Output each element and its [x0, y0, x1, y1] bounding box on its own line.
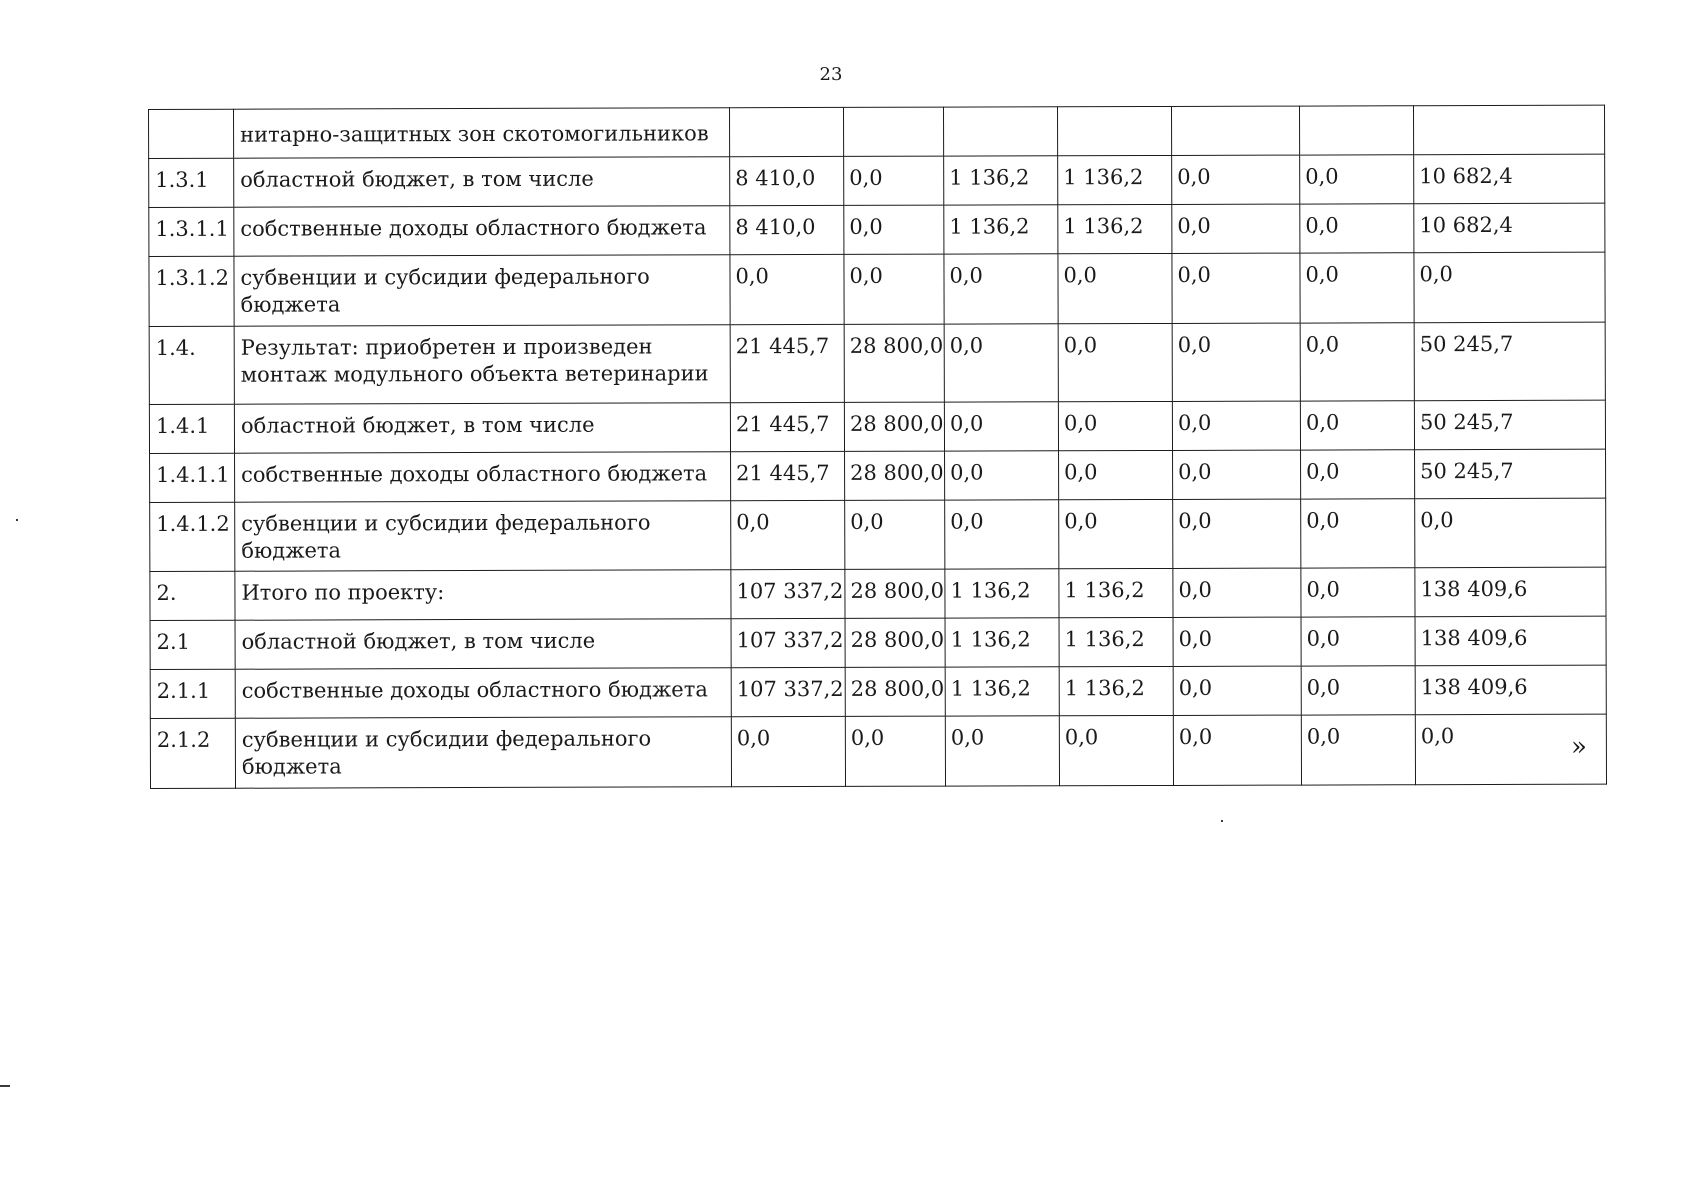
- budget-table: [148, 105, 1607, 789]
- cell-value-total: 138 409,6: [1415, 567, 1606, 617]
- scan-speck: [16, 519, 18, 521]
- cell-row-number: 2.1.2: [150, 718, 235, 788]
- cell-row-number: 1.4.1: [149, 404, 234, 453]
- cell-value-col-6: 0,0: [1300, 155, 1414, 204]
- cell-row-number: 1.3.1: [149, 158, 234, 207]
- table-row: [150, 714, 1606, 788]
- cell-value-total: 50 245,7: [1415, 449, 1606, 499]
- cell-value-col-3: 1 136,2: [944, 205, 1058, 254]
- cell-value-total: 10 682,4: [1414, 154, 1605, 204]
- cell-value-col-6: 0,0: [1301, 498, 1415, 568]
- cell-value-col-5: 0,0: [1173, 499, 1301, 569]
- cell-row-description: областной бюджет, в том числе: [235, 619, 731, 669]
- table-row: [150, 665, 1606, 718]
- cell-value-col-1: 107 337,2: [731, 668, 845, 717]
- cell-value-col-5: 0,0: [1173, 568, 1301, 617]
- cell-row-description: субвенции и субсидии федерального бюджета: [234, 255, 730, 326]
- cell-value-col-1: 8 410,0: [730, 156, 844, 205]
- cell-value-col-6: 0,0: [1301, 617, 1415, 666]
- cell-row-description: собственные доходы областного бюджета: [234, 206, 730, 256]
- scan-margin-mark: [0, 1085, 10, 1087]
- cell-value-col-3: 0,0: [944, 254, 1058, 324]
- cell-row-description: Результат: приобретен и произведен монтаж модульного объекта ветеринарии: [234, 324, 730, 403]
- cell-row-number: 2.1: [150, 620, 235, 669]
- cell-value-col-4: 0,0: [1058, 401, 1172, 450]
- cell-value-col-3: 0,0: [945, 450, 1059, 499]
- cell-value-col-6: 0,0: [1301, 666, 1415, 715]
- cell-value-col-3: 1 136,2: [944, 156, 1058, 205]
- cell-value-col-2: 0,0: [845, 716, 945, 786]
- cell-value-col-6: 0,0: [1300, 204, 1414, 253]
- cell-value-col-4: 0,0: [1059, 499, 1173, 569]
- cell-value-total: 0,0: [1414, 252, 1605, 322]
- cell-value-col-2: 0,0: [844, 156, 944, 205]
- cell-value-col-5: [1171, 106, 1299, 155]
- cell-value-col-1: 21 445,7: [731, 451, 845, 500]
- cell-value-total: 138 409,6: [1415, 616, 1606, 666]
- cell-value-col-6: 0,0: [1301, 715, 1415, 785]
- cell-value-col-4: 0,0: [1059, 716, 1173, 786]
- cell-value-col-5: 0,0: [1172, 155, 1300, 204]
- cell-row-description: Итого по проекту:: [235, 570, 731, 620]
- cell-value-col-2: 28 800,0: [845, 451, 945, 500]
- cell-value-total: 10 682,4: [1414, 203, 1605, 253]
- cell-value-col-6: 0,0: [1300, 322, 1414, 400]
- cell-value-col-6: 0,0: [1301, 568, 1415, 617]
- cell-value-col-1: 0,0: [731, 500, 845, 570]
- cell-row-description: областной бюджет, в том числе: [234, 402, 730, 452]
- cell-row-description: собственные доходы областного бюджета: [235, 668, 731, 718]
- cell-value-col-4: 0,0: [1058, 253, 1172, 323]
- cell-row-number: 2.: [150, 571, 235, 620]
- cell-value-col-5: 0,0: [1173, 666, 1301, 715]
- cell-value-col-4: 1 136,2: [1058, 155, 1172, 204]
- cell-value-col-1: 107 337,2: [731, 619, 845, 668]
- cell-row-description: собственные доходы областного бюджета: [235, 451, 731, 501]
- closing-quote-mark: »: [1571, 732, 1587, 762]
- table-row: [149, 322, 1605, 404]
- cell-value-col-2: 28 800,0: [845, 667, 945, 716]
- cell-row-number: 1.4.: [149, 326, 234, 404]
- cell-value-col-3: 0,0: [944, 401, 1058, 450]
- table-row: [150, 567, 1606, 620]
- cell-value-col-3: 0,0: [945, 499, 1059, 569]
- cell-value-col-4: 0,0: [1058, 323, 1172, 401]
- cell-value-col-1: 21 445,7: [730, 402, 844, 451]
- cell-value-total: 50 245,7: [1414, 322, 1605, 401]
- cell-value-col-1: 8 410,0: [730, 205, 844, 254]
- cell-value-col-1: [729, 107, 843, 156]
- cell-row-number: 2.1.1: [150, 669, 235, 718]
- cell-value-col-5: 0,0: [1173, 715, 1301, 785]
- cell-value-col-6: 0,0: [1300, 253, 1414, 323]
- cell-value-col-2: 28 800,0: [844, 402, 944, 451]
- cell-value-col-5: 0,0: [1172, 401, 1300, 450]
- page-number: 23: [819, 64, 843, 85]
- cell-value-total: 0,0: [1415, 714, 1606, 784]
- cell-value-col-5: 0,0: [1172, 253, 1300, 323]
- table-row: [150, 449, 1606, 502]
- cell-row-number: 1.4.1.2: [150, 502, 235, 572]
- cell-row-description: нитарно-защитных зон скотомогильников: [234, 108, 730, 158]
- cell-value-total: [1413, 105, 1604, 155]
- cell-value-col-4: 1 136,2: [1058, 204, 1172, 253]
- cell-value-total: 50 245,7: [1414, 400, 1605, 450]
- cell-value-col-3: 0,0: [944, 323, 1058, 401]
- cell-value-col-2: [843, 107, 943, 156]
- cell-value-col-5: 0,0: [1173, 450, 1301, 499]
- cell-value-col-5: 0,0: [1172, 204, 1300, 253]
- cell-value-col-1: 0,0: [730, 254, 844, 324]
- table-row: [150, 498, 1606, 572]
- cell-value-col-2: 0,0: [845, 500, 945, 570]
- cell-value-col-3: 0,0: [945, 716, 1059, 786]
- cell-value-col-2: 28 800,0: [844, 324, 944, 402]
- cell-row-description: субвенции и субсидии федерального бюджета: [235, 500, 731, 571]
- cell-value-col-1: 0,0: [731, 717, 845, 787]
- cell-value-col-2: 28 800,0: [845, 618, 945, 667]
- scan-speck: [1221, 820, 1223, 822]
- cell-value-col-5: 0,0: [1173, 617, 1301, 666]
- cell-value-col-3: [943, 107, 1057, 156]
- cell-value-col-5: 0,0: [1172, 323, 1300, 401]
- table-row: [149, 105, 1605, 158]
- cell-row-number: 1.3.1.1: [149, 207, 234, 256]
- cell-value-col-4: 1 136,2: [1059, 569, 1173, 618]
- cell-value-col-2: 0,0: [844, 205, 944, 254]
- cell-value-col-2: 0,0: [844, 254, 944, 324]
- cell-value-col-4: 1 136,2: [1059, 667, 1173, 716]
- table-row: [149, 203, 1605, 256]
- cell-value-col-4: 0,0: [1059, 450, 1173, 499]
- cell-row-description: областной бюджет, в том числе: [234, 157, 730, 207]
- cell-value-col-3: 1 136,2: [945, 569, 1059, 618]
- cell-value-col-3: 1 136,2: [945, 667, 1059, 716]
- cell-value-total: 0,0: [1415, 498, 1606, 568]
- table-row: [149, 400, 1605, 453]
- cell-value-col-1: 107 337,2: [731, 570, 845, 619]
- cell-value-col-3: 1 136,2: [945, 618, 1059, 667]
- cell-row-description: субвенции и субсидии федерального бюджета: [235, 717, 731, 788]
- table-row: [149, 252, 1605, 326]
- cell-value-col-6: [1299, 106, 1413, 155]
- cell-value-col-2: 28 800,0: [845, 569, 945, 618]
- table-row: [150, 616, 1606, 669]
- cell-value-col-4: 1 136,2: [1059, 618, 1173, 667]
- cell-value-col-1: 21 445,7: [730, 324, 844, 402]
- table-body: [149, 105, 1607, 788]
- cell-row-number: [149, 109, 234, 158]
- cell-value-col-4: [1057, 106, 1171, 155]
- table-row: [149, 154, 1605, 207]
- cell-value-col-6: 0,0: [1301, 449, 1415, 498]
- cell-row-number: 1.4.1.1: [150, 453, 235, 502]
- cell-value-col-6: 0,0: [1300, 400, 1414, 449]
- cell-value-total: 138 409,6: [1415, 665, 1606, 715]
- cell-row-number: 1.3.1.2: [149, 256, 234, 326]
